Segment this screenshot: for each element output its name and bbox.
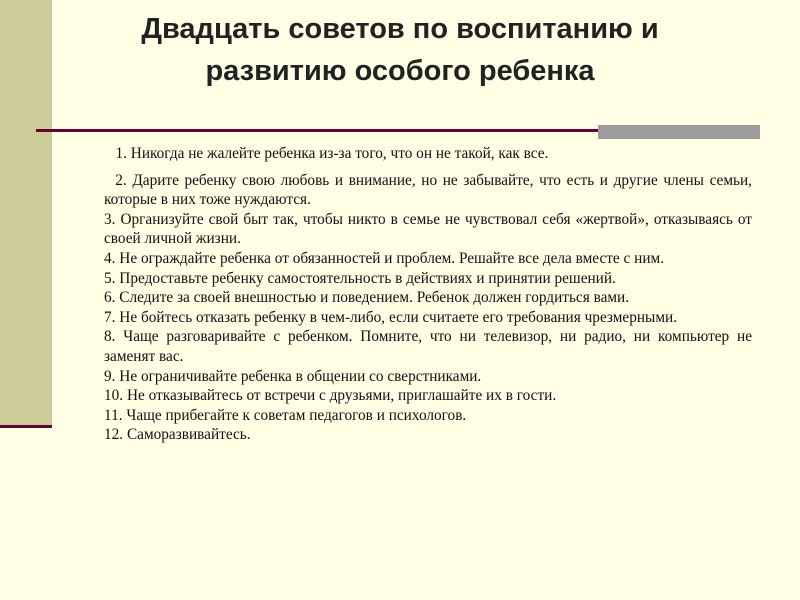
advice-item-6: 6. Следите за своей внешностью и поведением. Ребенок должен гордиться вами. [104,289,630,307]
advice-item-3: 3. Организуйте свой быт так, чтобы никто в семье не чувствовал себя «жертвой», отказываясь от своей личной жизни. [104,210,752,248]
advice-item-9: 9. Не ограничивайте ребенка в общении со сверстниками. [104,367,482,385]
left-decor-line [0,425,52,428]
advice-list [104,144,756,445]
advice-item-4: 4. Не ограждайте ребенка от обязанностей и проблем. Решайте все дела вместе с ним. [104,249,665,267]
advice-item-8: 8. Чаще разговаривайте с ребенком. Помните, что ни телевизор, ни радио, ни компьютер не заменят вас. [104,328,752,365]
left-decor-band [0,0,52,427]
slide-title-line-2: развитию особого ребенка [205,55,595,87]
advice-item-2: 2. Дарите ребенку свою любовь и внимание, но не забывайте, что есть и другие члены семьи, которые в них тоже нуждаются. [104,171,756,209]
advice-item-7: 7. Не бойтесь отказать ребенку в чем-либо, если считаете его требования чрезмерными. [104,308,678,326]
title-divider-block [598,125,760,139]
advice-item-12: 12. Саморазвивайтесь. [104,426,251,444]
advice-item-10: 10. Не отказывайтесь от встречи с друзьями, приглашайте их в гости. [104,387,557,405]
slide-title [120,8,680,92]
advice-item-5: 5. Предоставьте ребенку самостоятельность в действиях и принятии решений. [104,269,616,287]
advice-item-11: 11. Чаще прибегайте к советам педагогов и психологов. [104,406,467,424]
advice-item-1: 1. Никогда не жалейте ребенка из-за того, что он не такой, как все. [104,145,549,162]
title-divider-line [36,129,598,132]
slide-title-line-1: Двадцать советов по воспитанию и [141,13,659,45]
